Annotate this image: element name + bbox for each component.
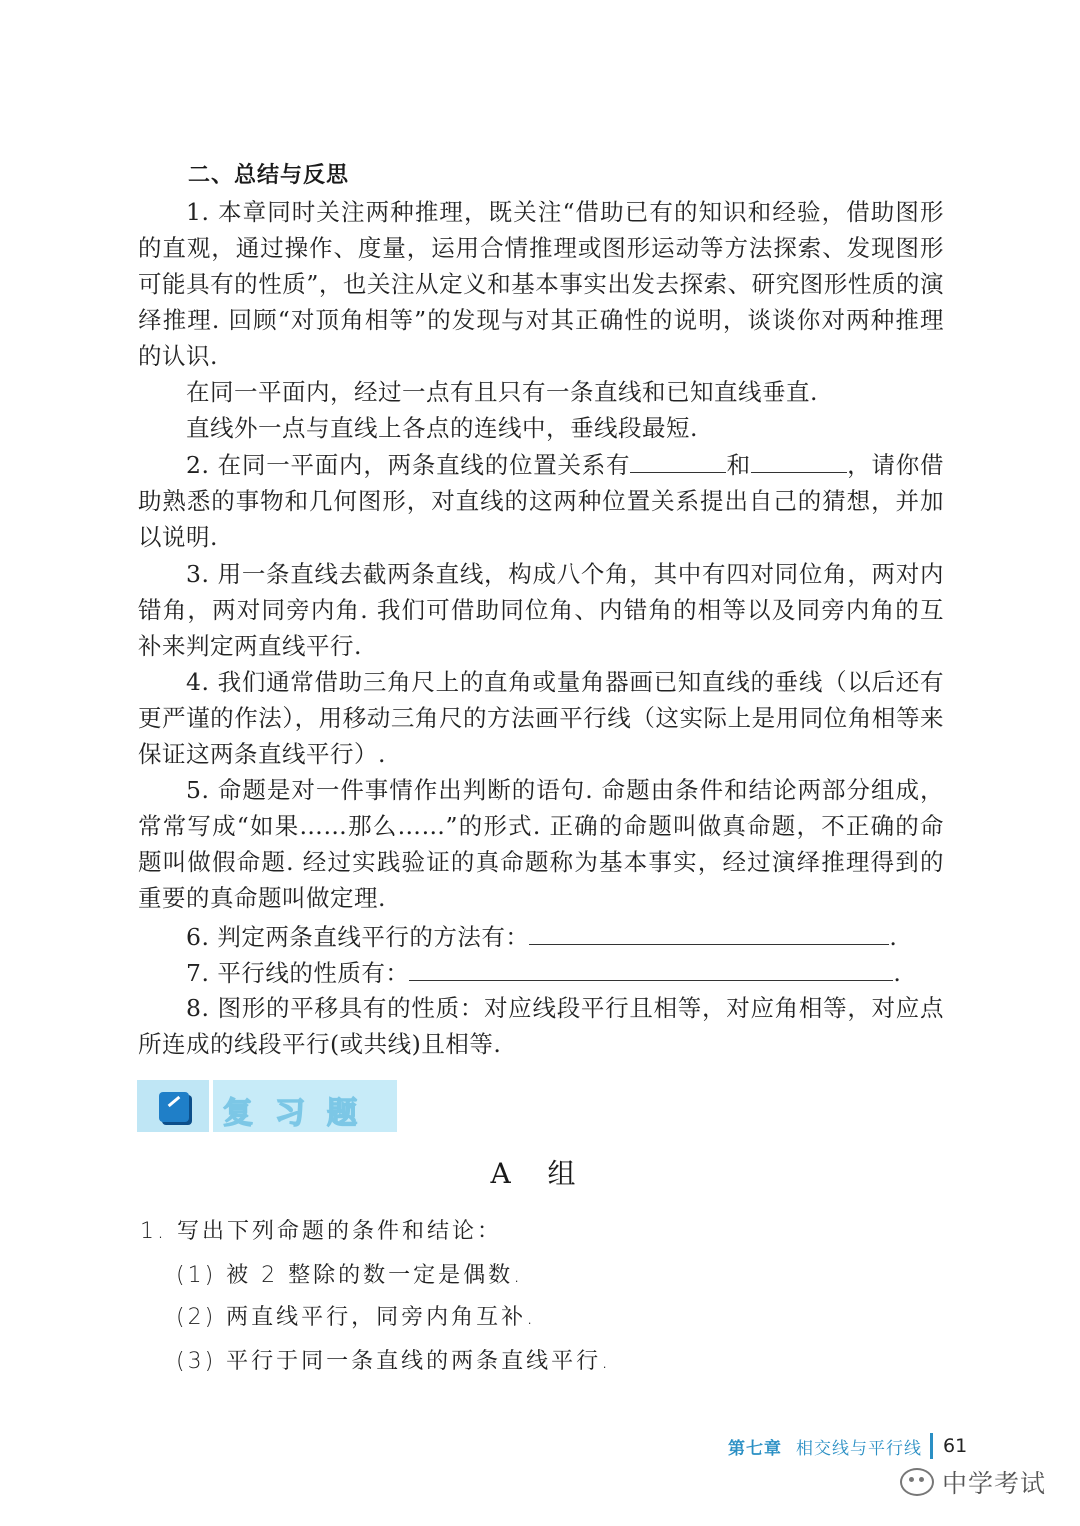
pencil-note-icon — [159, 1092, 189, 1122]
question-1: 1. 写出下列命题的条件和结论： — [140, 1219, 502, 1244]
answer-blank — [529, 918, 889, 945]
footer-chapter-title: 相交线与平行线 — [796, 1438, 922, 1459]
page-number: 61 — [943, 1435, 968, 1457]
paragraph-6 — [138, 918, 944, 955]
footer-divider — [930, 1433, 933, 1459]
basic-fact-shortest: 直线外一点与直线上各点的连线中，垂线段最短. — [186, 414, 698, 442]
paragraph-7-dot: . — [893, 959, 902, 987]
review-banner — [137, 1080, 397, 1132]
question-1-item: (2) 两直线平行，同旁内角互补. — [176, 1305, 537, 1330]
footer-chapter: 第七章 — [728, 1438, 782, 1459]
answer-blank — [409, 954, 893, 981]
paragraph-7 — [138, 954, 944, 991]
answer-blank — [751, 446, 847, 473]
section-heading: 二、总结与反思 — [188, 163, 350, 188]
paragraph-2-end: ，请你借助熟悉的事物和几何图形，对直线的这两种位置关系提出自己的猜想，并加以说明. — [138, 451, 945, 551]
paragraph-4: 4. 我们通常借助三角尺上的直角或量角器画已知直线的垂线（以后还有更严谨的作法），用移动三角尺的方法画平行线（这实际上是用同位角相等来保证这两条直线平行）. — [138, 668, 944, 768]
question-1-item: (1) 被 2 整除的数一定是偶数. — [176, 1263, 524, 1288]
paragraph-2-and: 和 — [726, 451, 751, 479]
watermark — [900, 1462, 1046, 1502]
banner-icon-panel — [137, 1080, 209, 1132]
question-1-item: (3) 平行于同一条直线的两条直线平行. — [176, 1349, 612, 1374]
wechat-icon — [900, 1468, 934, 1496]
answer-blank — [630, 446, 726, 473]
paragraph-6-dot: . — [889, 923, 898, 951]
paragraph-5: 5. 命题是对一件事情作出判断的语句. 命题由条件和结论两部分组成，常常写成“如果……那么……”的形式. 正确的命题叫做真命题，不正确的命题叫做假命题. 经过实践验证的真命题称为基本事实，经过演绎推理得到的重要的真命题叫做定理. — [138, 776, 944, 912]
paragraph-3: 3. 用一条直线去截两条直线，构成八个角，其中有四对同位角，两对内错角，两对同旁内角. 我们可借助同位角、内错角的相等以及同旁内角的互补来判定两直线平行. — [138, 560, 944, 660]
paragraph-8: 8. 图形的平移具有的性质：对应线段平行且相等，对应角相等，对应点所连成的线段平行(或共线)且相等. — [138, 994, 944, 1058]
watermark-text: 中学考试 — [942, 1469, 1047, 1498]
paragraph-6-text: 6. 判定两条直线平行的方法有： — [186, 923, 530, 951]
page-footer — [728, 1432, 967, 1460]
paragraph-2-start: 2. 在同一平面内，两条直线的位置关系有 — [186, 451, 631, 479]
basic-fact-perpendicular: 在同一平面内，经过一点有且只有一条直线和已知直线垂直. — [186, 378, 818, 406]
review-title: 复习题 — [223, 1096, 379, 1131]
paragraph-1: 1. 本章同时关注两种推理，既关注“借助已有的知识和经验，借助图形的直观，通过操作、度量，运用合情推理或图形运动等方法探索、发现图形可能具有的性质”，也关注从定义和基本事实出发去探索、研究图形性质的演绎推理. 回顾“对顶角相等”的发现与对其正确性的说明，谈谈你对两种推理的认识. — [138, 198, 944, 370]
paragraph-7-text: 7. 平行线的性质有： — [186, 959, 410, 987]
paragraph-2 — [138, 446, 944, 555]
group-title: A 组 — [490, 1157, 590, 1190]
